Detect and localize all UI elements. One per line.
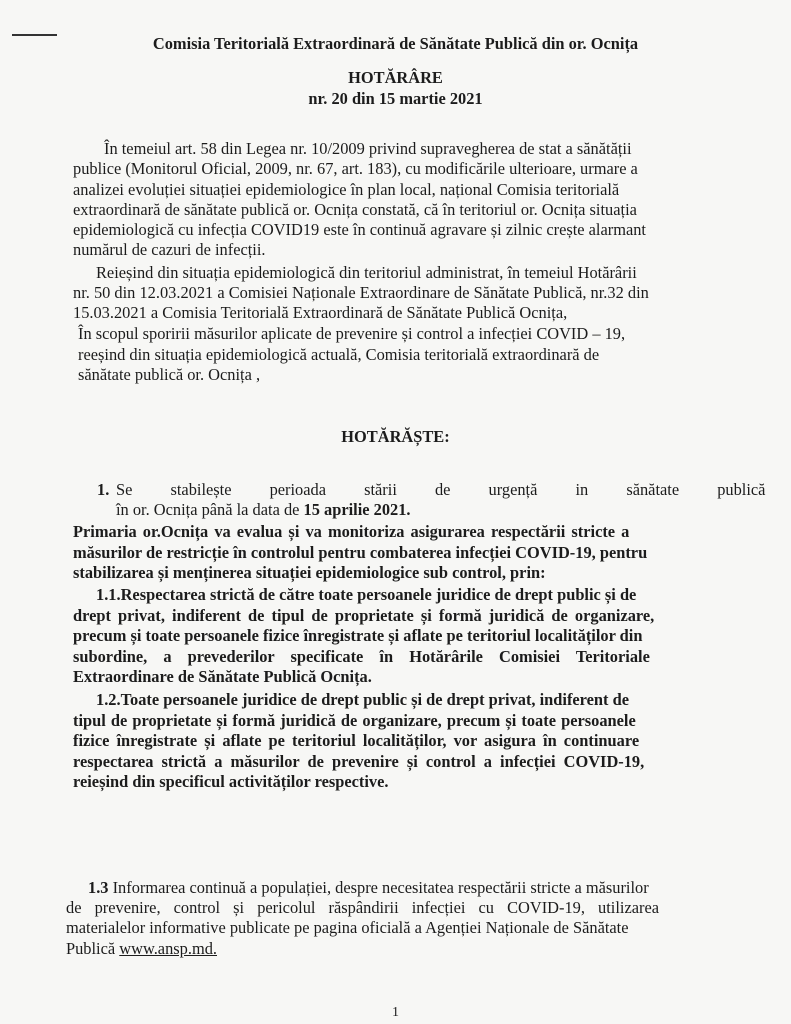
ansp-website-link[interactable]: www.ansp.md.	[119, 939, 217, 958]
page-number: 1	[392, 1005, 399, 1020]
primaria-line: Primaria or.Ocnița va evalua și va monitoriza asigurarea respectării stricte a	[73, 522, 630, 541]
preamble-line: În temeiul art. 58 din Legea nr. 10/2009 privind supravegherea de stat a sănătății	[104, 139, 632, 158]
preamble-line: extraordinară de sănătate publică or. Ocnița constată, că în teritoriul or. Ocnița situația	[73, 200, 637, 219]
preamble-line: În scopul sporirii măsurilor aplicate de prevenire și control a infecției COVID – 19,	[78, 324, 626, 343]
commission-name: Comisia Teritorială Extraordinară de Sănătate Publică din or. Ocnița	[152, 34, 639, 53]
item-1-3-line: materialelor informative publicate pe pagina oficială a Agenției Naționale de Sănătate	[66, 918, 629, 937]
item-1-line: Se stabilește perioada stării de urgență in sănătate publică	[116, 480, 766, 499]
preamble-line: reeșind din situația epidemiologică actuală, Comisia teritorială extraordinară de	[78, 345, 600, 364]
document-type: HOTĂRÂRE	[348, 68, 443, 87]
item-1-1-line: drept privat, indiferent de tipul de proprietate și formă juridică de organizare,	[73, 606, 655, 625]
primaria-line: măsurilor de restricție în controlul pentru combaterea infecției COVID-19, pentru	[73, 543, 648, 562]
preamble-line: nr. 50 din 12.03.2021 a Comisiei Naționale Extraordinare de Sănătate Publică, nr.32 din	[73, 283, 649, 302]
primaria-line: stabilizarea și menținerea situației epidemiologice sub control, prin:	[73, 563, 546, 582]
item-1-2-line: 1.2.Toate persoanele juridice de drept public și de drept privat, indiferent de	[96, 690, 629, 709]
item-1-1-line: Extraordinare de Sănătate Publică Ocnița.	[73, 667, 372, 686]
item-1-3-line: Publică www.ansp.md.	[66, 939, 217, 958]
item-1-2-line: tipul de proprietate și formă juridică de organizare, precum și toate persoanele	[73, 711, 636, 730]
item-1-3-line: de prevenire, control și pericolul răspândirii infecției cu COVID-19, utilizarea	[66, 898, 660, 917]
item-1-2-line: fizice înregistrate și aflate pe teritoriul localităților, vor asigura în continuare	[73, 731, 640, 750]
preamble-line: numărul de cazuri de infecții.	[73, 240, 266, 259]
item-1-2-line: respectarea strictă a măsurilor de prevenire și control a infecției COVID-19,	[73, 752, 645, 771]
decides-heading: HOTĂRĂȘTE:	[341, 427, 450, 446]
preamble-line: 15.03.2021 a Comisia Teritorială Extraordinară de Sănătate Publică Ocnița,	[73, 303, 568, 322]
preamble-line: sănătate publică or. Ocnița ,	[78, 365, 261, 384]
item-1-2-line: reieșind din specificul activităților respective.	[73, 772, 389, 791]
item-1-line: în or. Ocnița până la data de 15 aprilie 2021.	[116, 500, 411, 519]
item-1-number: 1.	[97, 480, 110, 499]
preamble-line: publice (Monitorul Oficial, 2009, nr. 67, art. 183), cu modificările ulterioare, urmare a	[73, 159, 638, 178]
item-1-1-line: 1.1.Respectarea strictă de către toate persoanele juridice de drept public și de	[96, 585, 637, 604]
item-1-1-line: precum și toate persoanele fizice înregistrate și aflate pe teritoriul localităților din	[73, 626, 643, 645]
preamble-line: epidemiologică cu infecția COVID19 este în continuă agravare și zilnic crește alarmant	[73, 220, 646, 239]
preamble-line: analizei evoluției situației epidemiologice în plan local, național Comisia teritorială	[73, 180, 620, 199]
deadline-date: 15 aprilie 2021.	[303, 500, 411, 519]
document-number: nr. 20 din 15 martie 2021	[308, 89, 483, 108]
item-1-1-line: subordine, a prevederilor specificate în Hotărârile Comisiei Teritoriale	[73, 647, 650, 666]
preamble-line: Reieșind din situația epidemiologică din teritoriul administrat, în temeiul Hotărârii	[96, 263, 637, 282]
item-1-3-line: 1.3 Informarea continuă a populației, despre necesitatea respectării stricte a măsurilor	[88, 878, 649, 897]
